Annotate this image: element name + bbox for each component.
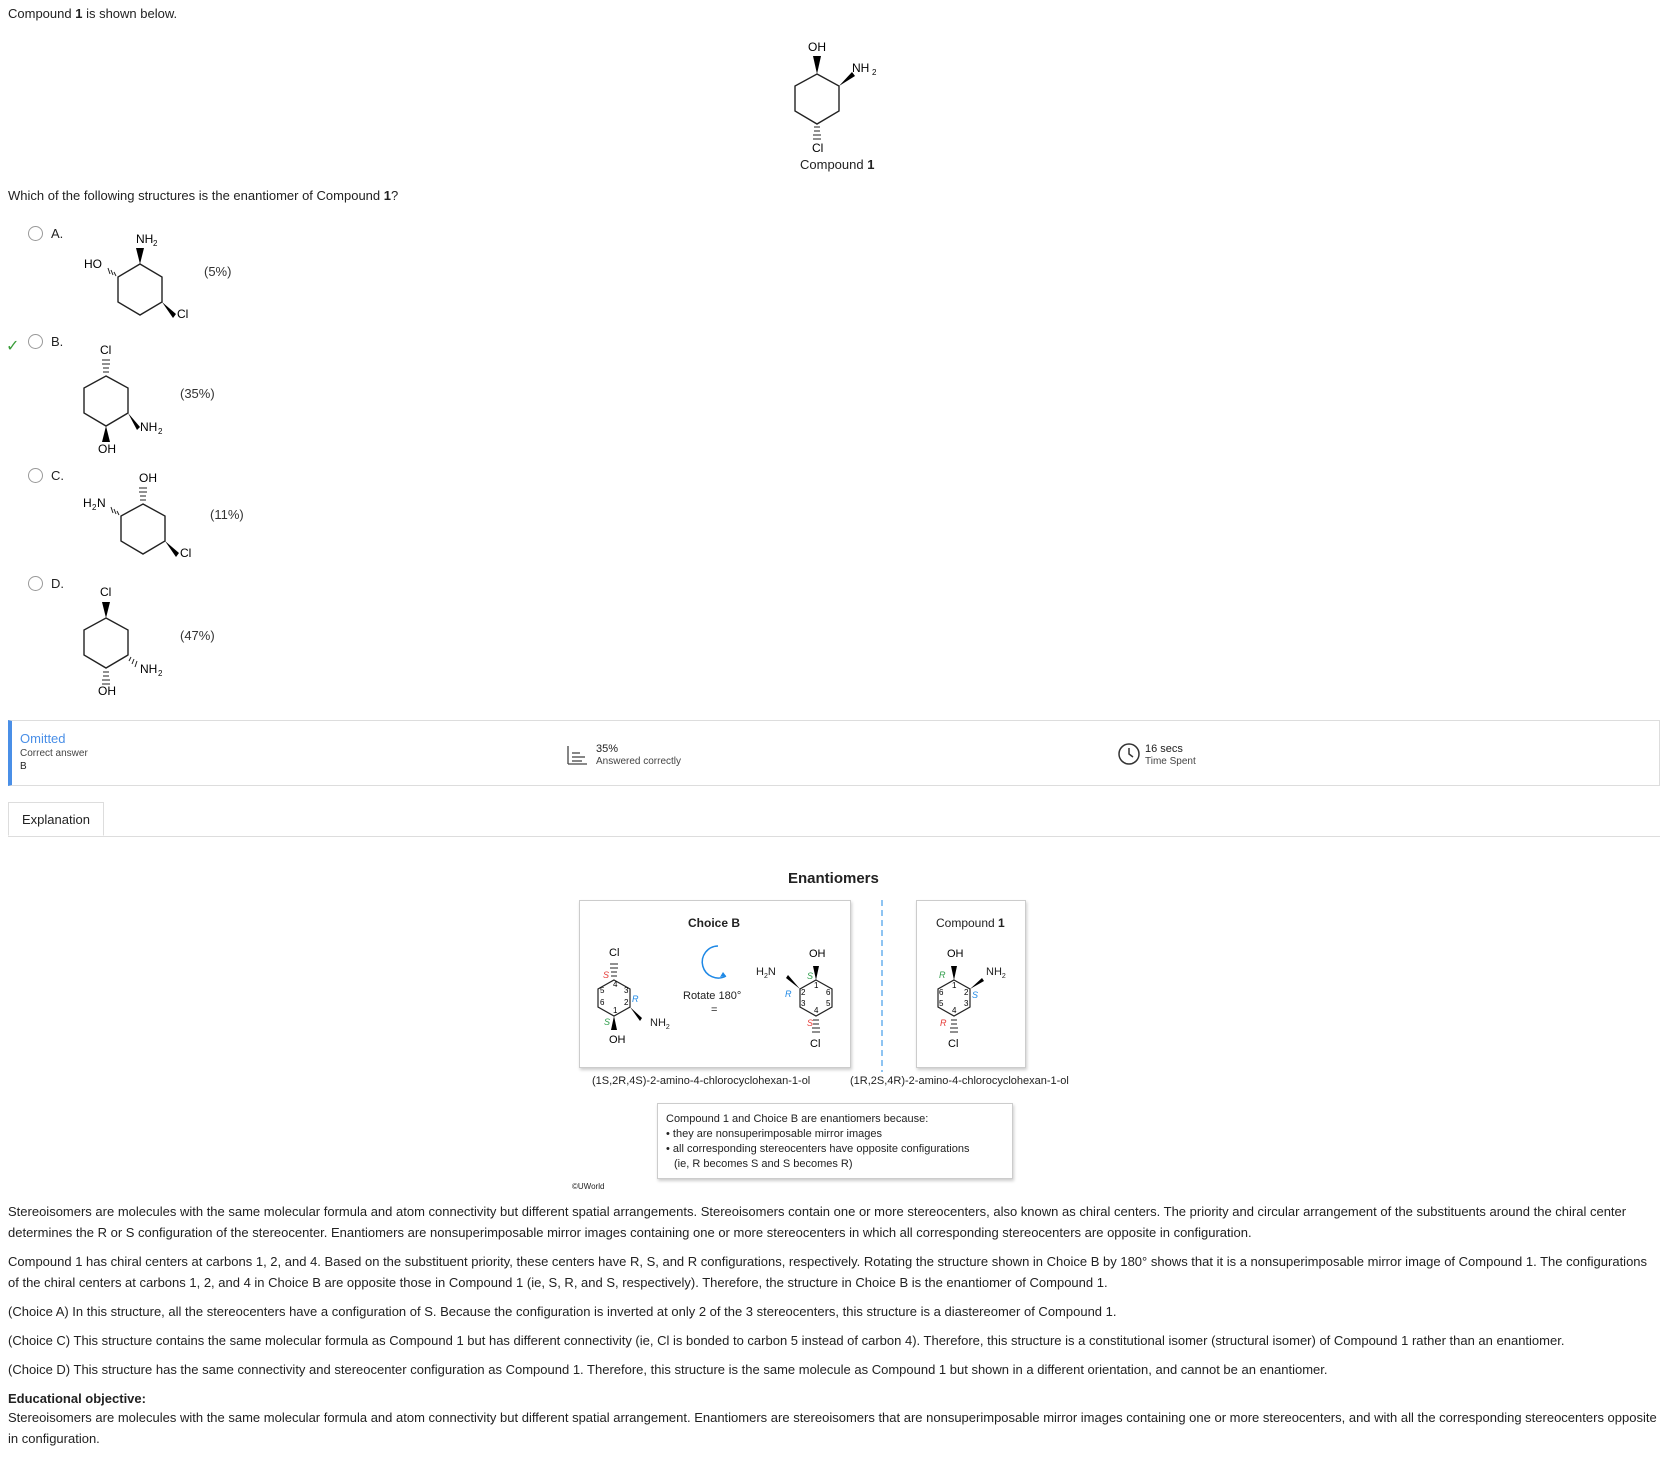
oh-label: OH — [98, 442, 116, 456]
option-b-percent: (35%) — [180, 386, 215, 401]
h-label: H — [83, 496, 92, 510]
cl-label: Cl — [180, 546, 192, 560]
nh2-label: $NH_2$ — [986, 966, 1006, 981]
ho-label: HO — [84, 257, 102, 271]
choice-b-figure-rotated — [756, 940, 846, 1050]
r-label: R — [940, 1018, 947, 1028]
n1: 1 — [952, 981, 957, 990]
nh-label: NH — [140, 662, 158, 676]
option-a-structure — [80, 226, 200, 324]
equals-sign: = — [711, 1004, 718, 1016]
option-c-percent: (11%) — [210, 507, 244, 522]
cl-label: Cl — [812, 141, 824, 155]
n5: 5 — [600, 986, 605, 995]
iupac-name-compound-1: (1R,2S,4R)-2-amino-4-chlorocyclohexan-1-ol — [850, 1075, 1069, 1087]
correct-answer-label: Correct answer — [20, 748, 88, 759]
cl-label: Cl — [100, 343, 112, 357]
s-label: S — [807, 971, 814, 981]
objective-title: Educational objective: — [8, 1391, 146, 1406]
note-line: • all corresponding stereocenters have opposite configurations — [666, 1143, 970, 1155]
nh-label: NH — [852, 61, 870, 75]
option-a[interactable]: A. — [28, 226, 63, 241]
compound-1-figure — [918, 940, 1022, 1050]
subscript: 2 — [92, 503, 97, 512]
question-prompt: Which of the following structures is the enantiomer of Compound 1? — [8, 188, 399, 203]
r-label: R — [785, 989, 792, 999]
option-d-structure — [76, 578, 176, 700]
subscript: 2 — [153, 239, 158, 248]
s-label: S — [603, 970, 610, 980]
oh-label: OH — [947, 948, 964, 960]
n1: 1 — [613, 1006, 618, 1015]
time-value: 16 secs — [1145, 743, 1183, 755]
nh-label: NH — [136, 232, 154, 246]
option-b[interactable]: B. — [28, 334, 63, 349]
cl-label: Cl — [609, 947, 620, 959]
copyright: ©UWorld — [572, 1182, 605, 1191]
compound-1-box-label: Compound 1 — [936, 916, 1005, 930]
option-b-structure — [76, 336, 176, 458]
correct-answer-value: B — [20, 761, 27, 772]
oh-label: OH — [809, 948, 826, 960]
tab-divider — [8, 836, 1660, 837]
n2: 2 — [964, 988, 969, 997]
option-c-structure — [80, 468, 210, 568]
r-label: R — [632, 994, 639, 1004]
answered-label: Answered correctly — [596, 756, 682, 767]
rotate-text: Rotate 180° — [683, 990, 742, 1002]
n2: 2 — [801, 988, 806, 997]
choice-b-figure-left — [580, 940, 660, 1050]
cl-label: Cl — [177, 307, 189, 321]
figure-title: Enantiomers — [788, 870, 879, 887]
compound-1-structure — [770, 34, 890, 174]
note-line: • they are nonsuperimposable mirror images — [666, 1128, 883, 1140]
clock-icon — [1117, 742, 1141, 766]
subscript: 2 — [158, 669, 163, 678]
explanation-choice-d: (Choice D) This structure has the same connectivity and stereocenter configuration as Compound 1. Therefore, this structure is the same molecule as Compound 1 but shown in a different orientation, and cannot be an enantiomer. — [8, 1362, 1328, 1377]
explanation-choice-c: (Choice C) This structure contains the same molecular formula as Compound 1 but has different connectivity (ie, Cl is bonded to carbon 5 instead of carbon 4). Therefore, this structure is a constitutional isomer (structural isomer) of Compound 1 rather than an enantiomer. — [8, 1333, 1565, 1348]
n1: 1 — [814, 981, 819, 990]
h2n-label: $H_2N$ — [756, 966, 776, 981]
choice-b-label: Choice B — [688, 916, 741, 930]
enantiomer-note — [657, 1103, 1013, 1179]
explanation-paragraph-2: Compound 1 has chiral centers at carbons 1, 2, and 4. Based on the substituent priority, these centers have R, S, and R configurations, respectively. Rotating the structure shown in Choice B by 180° shows that it is a nonsuperimposable mirror image of Compound 1. The configurations of the chiral centers at carbons 1, 2, and 4 in Choice B are opposite those in Compound 1 (ie, S, R, and S, respectively). Therefore, the structure in Choice B is the enantiomer of Compound 1. — [8, 1254, 1648, 1290]
option-a-percent: (5%) — [204, 264, 232, 279]
status-omitted: Omitted — [20, 731, 66, 746]
correct-check-icon: ✓ — [6, 338, 20, 355]
tab-explanation[interactable]: Explanation — [8, 802, 104, 836]
question-stem: Compound 1 is shown below. — [8, 6, 178, 21]
radio-a[interactable] — [28, 226, 43, 241]
oh-label: OH — [139, 471, 157, 485]
mirror-line — [880, 900, 884, 1072]
n3: 3 — [964, 999, 969, 1008]
note-line: Compound 1 and Choice B are enantiomers because: — [666, 1113, 929, 1125]
option-d[interactable]: D. — [28, 576, 64, 591]
option-c[interactable]: C. — [28, 468, 64, 483]
explanation-choice-a: (Choice A) In this structure, all the stereocenters have a configuration of S. Because the configuration is inverted at only 2 of the 3 stereocenters, this structure is a diastereomer of Compound 1. — [8, 1304, 1117, 1319]
cl-label: Cl — [948, 1038, 959, 1050]
rotate-arrow-icon — [696, 942, 736, 986]
iupac-name-choice-b: (1S,2R,4S)-2-amino-4-chlorocyclohexan-1-ol — [592, 1075, 811, 1087]
oh-label: OH — [98, 684, 116, 698]
r-label: R — [939, 970, 946, 980]
result-panel — [8, 720, 1660, 786]
n5: 5 — [826, 999, 831, 1008]
s-label: S — [604, 1017, 611, 1027]
s-label: S — [807, 1018, 814, 1028]
n2: 2 — [624, 998, 629, 1007]
time-label: Time Spent — [1145, 756, 1196, 767]
compound-1-label: Compound 1 — [800, 157, 875, 172]
explanation-paragraph-1: Stereoisomers are molecules with the same molecular formula and atom connectivity but different spatial arrangements. Stereoisomers contain one or more stereocenters, also known as chiral centers. The priority and circular arrangement of the substituents around the chiral center determines the R or S configuration of the stereocenter. Enantiomers are nonsuperimposable mirror images containing one or more stereocenters in which all corresponding stereocenters are opposite in configuration. — [8, 1204, 1627, 1240]
nh-label: NH — [140, 420, 158, 434]
n5: 5 — [939, 999, 944, 1008]
cl-label: Cl — [810, 1038, 821, 1050]
option-d-percent: (47%) — [180, 628, 215, 643]
note-line: (ie, R becomes S and S becomes R) — [674, 1158, 853, 1170]
n6: 6 — [826, 988, 831, 997]
radio-c[interactable] — [28, 468, 43, 483]
n6: 6 — [600, 998, 605, 1007]
s-label: S — [972, 990, 979, 1000]
n3: 3 — [801, 999, 806, 1008]
n4: 4 — [613, 980, 618, 989]
radio-b[interactable] — [28, 334, 43, 349]
radio-d[interactable] — [28, 576, 43, 591]
answered-percent: 35% — [596, 743, 619, 755]
n4: 4 — [814, 1006, 819, 1015]
n4: 4 — [952, 1006, 957, 1015]
objective-text: Stereoisomers are molecules with the same molecular formula and atom connectivity but different spatial arrangement. Enantiomers are stereoisomers that are nonsuperimposable mirror images containing one or more stereocenters, and with all the corresponding stereocenters opposite in configuration. — [8, 1410, 1657, 1446]
n6: 6 — [939, 988, 944, 997]
bar-chart-icon — [566, 744, 588, 766]
cl-label: Cl — [100, 585, 112, 599]
subscript: 2 — [158, 427, 163, 436]
n3: 3 — [624, 986, 629, 995]
oh-label: OH — [808, 40, 826, 54]
n-label: N — [97, 496, 106, 510]
nh2-label: $NH_2$ — [650, 1017, 670, 1032]
subscript: 2 — [872, 68, 877, 77]
oh-label: OH — [609, 1034, 626, 1046]
